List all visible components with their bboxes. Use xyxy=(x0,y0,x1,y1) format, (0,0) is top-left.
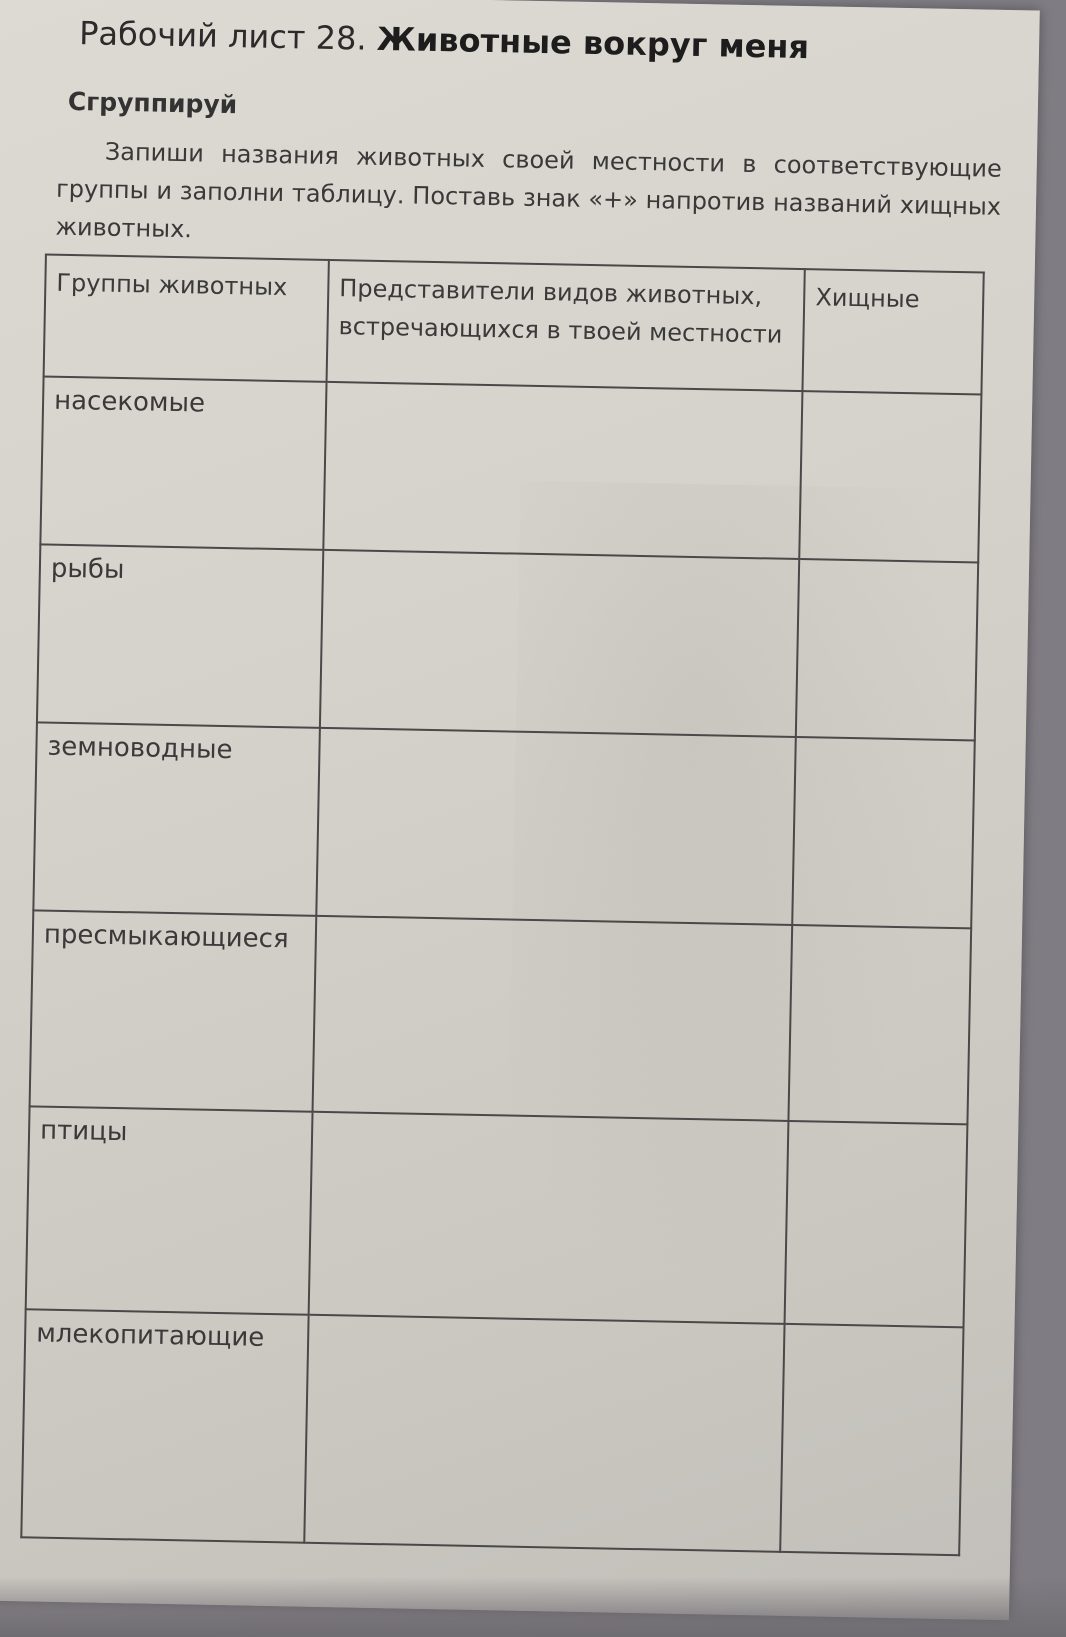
group-cell: птицы xyxy=(26,1106,313,1314)
predator-cell[interactable] xyxy=(796,559,978,740)
animal-groups-table xyxy=(20,253,984,1556)
worksheet-number: Рабочий лист 28. xyxy=(78,14,367,58)
section-heading: Сгруппируй xyxy=(67,86,238,120)
table-row xyxy=(21,1309,963,1555)
predator-cell[interactable] xyxy=(780,1324,963,1555)
representatives-cell[interactable] xyxy=(323,382,802,559)
table-row xyxy=(33,722,974,928)
bottom-shadow xyxy=(0,1577,1066,1637)
group-cell: рыбы xyxy=(37,544,323,727)
instruction-text: Запиши названия животных своей местности в соответствующие группы и заполни таблицу. Поставь знак «+» напротив названий хищных животных. xyxy=(55,137,1003,244)
worksheet-title xyxy=(79,14,810,66)
predator-cell[interactable] xyxy=(792,737,974,928)
representatives-cell[interactable] xyxy=(320,550,800,737)
column-header-predators: Хищные xyxy=(803,269,984,394)
group-cell: пресмыкающиеся xyxy=(30,910,317,1111)
table-row xyxy=(30,910,972,1124)
column-header-groups: Группы животных xyxy=(44,255,329,382)
column-header-representatives: Представители видов животных, встречающихся в твоей местности xyxy=(327,260,806,391)
table-row xyxy=(40,376,981,562)
table-header-row xyxy=(44,255,984,395)
representatives-cell[interactable] xyxy=(304,1315,785,1552)
worksheet-topic: Животные вокруг меня xyxy=(376,19,810,67)
group-cell: млекопитающие xyxy=(21,1309,308,1542)
table-row xyxy=(26,1106,968,1327)
predator-cell[interactable] xyxy=(789,925,971,1124)
predator-cell[interactable] xyxy=(785,1121,968,1327)
representatives-cell[interactable] xyxy=(316,728,796,925)
group-cell: земноводные xyxy=(33,722,320,915)
table-row xyxy=(37,544,978,740)
representatives-cell[interactable] xyxy=(313,916,793,1121)
representatives-cell[interactable] xyxy=(309,1112,789,1324)
predator-cell[interactable] xyxy=(799,391,981,562)
group-cell: насекомые xyxy=(40,376,326,549)
